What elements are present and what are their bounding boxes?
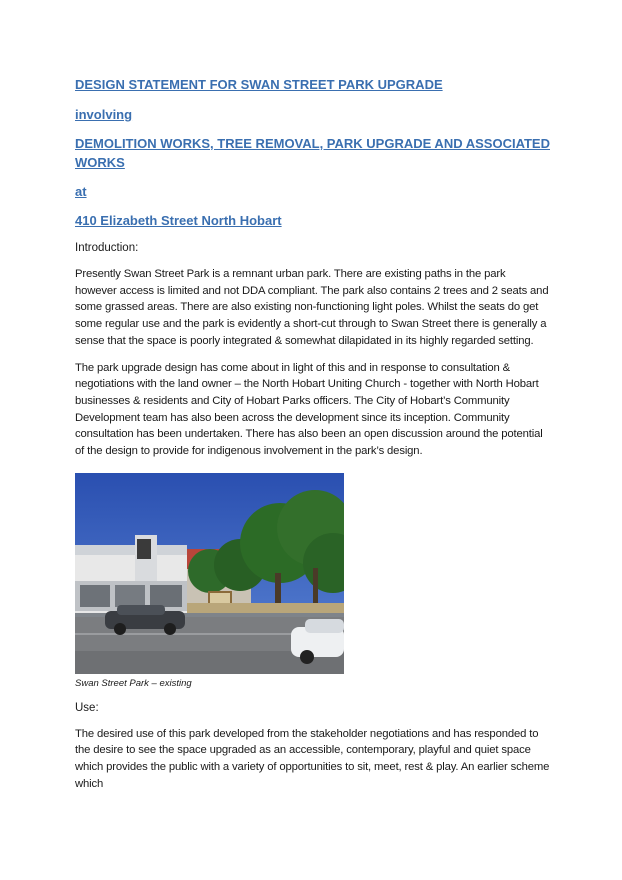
document-title: DESIGN STATEMENT FOR SWAN STREET PARK UPGRADE xyxy=(75,77,443,92)
intro-paragraph-2: The park upgrade design has come about in light of this and in response to consultation & negotiations with the land owner – the North Hobart Uniting Church - together with North Hobart businesses & residents and City of Hobart Parks officers. The City of Hobart’s Community Development team has also been across the development since its inception. Community consultation has been undertaken. There has also been an open discussion around the potential of the design to provide for indigenous involvement in the park’s design. xyxy=(75,361,543,458)
heading-address: 410 Elizabeth Street North Hobart xyxy=(75,213,282,228)
intro-paragraph-1: Presently Swan Street Park is a remnant urban park. There are existing paths in the park however access is limited and not DDA compliant. The park also contains 2 trees and 2 seats and some grassed areas. There are also existing non-functioning light poles. Whilst the seats do get some regular use and the park is evidently a short-cut through to Swan Street there is generally a sense that the space is poorly integrated & somewhat dilapidated in its highly regarded setting. xyxy=(75,268,549,347)
photo-caption: Swan Street Park – existing xyxy=(75,677,192,689)
heading-at: at xyxy=(75,184,87,199)
heading-works: DEMOLITION WORKS, TREE REMOVAL, PARK UPGRADE AND ASSOCIATED WORKS xyxy=(75,136,550,170)
introduction-label: Introduction: xyxy=(75,242,139,254)
use-paragraph-1: The desired use of this park developed from the stakeholder negotiations and has responded to the desire to see the space upgraded as an accessible, contemporary, playful and quiet space which provides the public with a variety of opportunities to sit, meet, rest & play. An earlier scheme which xyxy=(75,727,550,790)
park-photo xyxy=(75,473,344,674)
park-photo-illustration xyxy=(75,473,344,674)
document-body xyxy=(75,75,550,793)
use-label: Use: xyxy=(75,701,99,714)
heading-involving: involving xyxy=(75,107,133,122)
